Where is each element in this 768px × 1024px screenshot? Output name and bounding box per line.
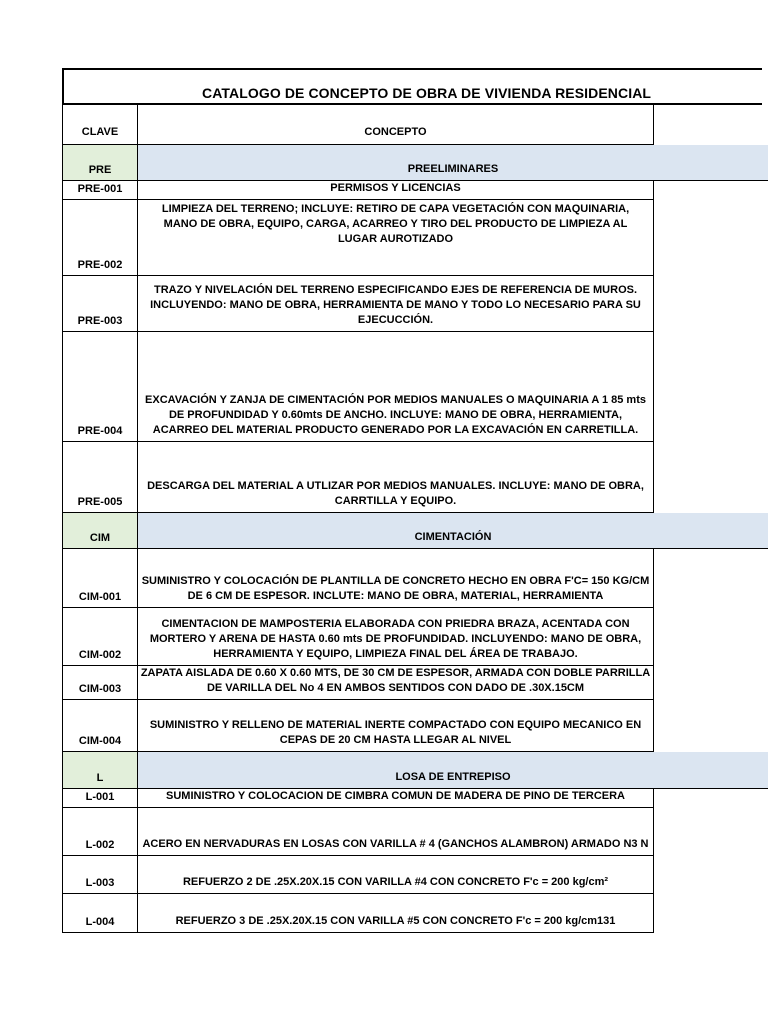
section-key: CIM xyxy=(62,513,138,549)
row-concept: CIMENTACION DE MAMPOSTERIA ELABORADA CON PRIEDRA BRAZA, ACENTADA CON MORTERO Y ARENA DE HASTA 0.60 mts DE PROFUNDIDAD. INCLUYENDO: MANO DE OBRA, HERRAMIENTA Y EQUIPO, LIMPIEZA FINAL DEL ÁREA DE TRABAJO. xyxy=(138,608,654,666)
row-concept: EXCAVACIÓN Y ZANJA DE CIMENTACIÓN POR MEDIOS MANUALES O MAQUINARIA A 1 85 mts DE PROFUNDIDAD Y 0.60mts DE ANCHO. INCLUYE: MANO DE OBRA, HERRAMIENTA, ACARREO DEL MATERIAL PRODUCTO GENERADO POR LA EXCAVACIÓN EN CARRETILLA. xyxy=(138,332,654,442)
row-key: L-004 xyxy=(62,894,138,933)
row-concept: REFUERZO 2 DE .25X.20X.15 CON VARILLA #4 CON CONCRETO F'c = 200 kg/cm² xyxy=(138,856,654,894)
table-row xyxy=(62,608,768,666)
row-key: PRE-003 xyxy=(62,276,138,332)
table-row xyxy=(62,181,768,200)
sheet-title: CATALOGO DE CONCEPTO DE OBRA DE VIVIENDA RESIDENCIAL xyxy=(62,68,762,105)
table-row xyxy=(62,276,768,332)
table-row xyxy=(62,332,768,442)
row-concept: LIMPIEZA DEL TERRENO; INCLUYE: RETIRO DE CAPA VEGETACIÓN CON MAQUINARIA, MANO DE OBRA, EQUIPO, CARGA, ACARREO Y TIRO DEL PRODUCTO DE LIMPIEZA AL LUGAR AUROTIZADO xyxy=(138,200,654,276)
spreadsheet xyxy=(62,68,768,934)
section-title: LOSA DE ENTREPISO xyxy=(138,752,768,789)
section-row-l xyxy=(62,752,768,789)
row-key: CIM-004 xyxy=(62,700,138,752)
row-concept: ZAPATA AISLADA DE 0.60 X 0.60 MTS, DE 30 CM DE ESPESOR, ARMADA CON DOBLE PARRILLA DE VARILLA DEL No 4 EN AMBOS SENTIDOS CON DADO DE .30X.15CM xyxy=(138,666,654,700)
concepto-header: CONCEPTO xyxy=(138,105,654,145)
section-title: PREELIMINARES xyxy=(138,145,768,181)
row-key: PRE-004 xyxy=(62,332,138,442)
table-row xyxy=(62,442,768,513)
row-concept: ACERO EN NERVADURAS EN LOSAS CON VARILLA # 4 (GANCHOS ALAMBRON) ARMADO N3 N xyxy=(138,808,654,856)
row-key: CIM-002 xyxy=(62,608,138,666)
table-row xyxy=(62,894,768,933)
row-concept: PERMISOS Y LICENCIAS xyxy=(138,181,654,200)
section-key: PRE xyxy=(62,145,138,181)
section-row-pre xyxy=(62,145,768,181)
row-key: PRE-005 xyxy=(62,442,138,513)
row-key: L-001 xyxy=(62,789,138,808)
row-key: PRE-001 xyxy=(62,181,138,200)
row-concept: SUMINISTRO Y COLOCACIÓN DE PLANTILLA DE CONCRETO HECHO EN OBRA F'C= 150 KG/CM DE 6 CM DE ESPESOR. INCLUTE: MANO DE OBRA, MATERIAL, HERRAMIENTA xyxy=(138,549,654,608)
row-concept: REFUERZO 3 DE .25X.20X.15 CON VARILLA #5 CON CONCRETO F'c = 200 kg/cm131 xyxy=(138,894,654,933)
section-row-cim xyxy=(62,513,768,549)
row-concept: SUMINISTRO Y COLOCACION DE CIMBRA COMUN DE MADERA DE PINO DE TERCERA xyxy=(138,789,654,808)
row-key: PRE-002 xyxy=(62,200,138,276)
table-row xyxy=(62,666,768,700)
table-row xyxy=(62,200,768,276)
table-row xyxy=(62,808,768,856)
table-row xyxy=(62,789,768,808)
row-key: CIM-001 xyxy=(62,549,138,608)
table-row xyxy=(62,700,768,752)
row-key: L-002 xyxy=(62,808,138,856)
row-key: L-003 xyxy=(62,856,138,894)
row-concept: SUMINISTRO Y RELLENO DE MATERIAL INERTE COMPACTADO CON EQUIPO MECANICO EN CEPAS DE 20 CM HASTA LLEGAR AL NIVEL xyxy=(138,700,654,752)
row-concept: TRAZO Y NIVELACIÓN DEL TERRENO ESPECIFICANDO EJES DE REFERENCIA DE MUROS. INCLUYENDO: MANO DE OBRA, HERRAMIENTA DE MANO Y TODO LO NECESARIO PARA SU EJECUCCIÓN. xyxy=(138,276,654,332)
section-title: CIMENTACIÓN xyxy=(138,513,768,549)
table-row xyxy=(62,549,768,608)
row-key: CIM-003 xyxy=(62,666,138,700)
row-concept: DESCARGA DEL MATERIAL A UTLIZAR POR MEDIOS MANUALES. INCLUYE: MANO DE OBRA, CARRTILLA Y EQUIPO. xyxy=(138,442,654,513)
clave-header: CLAVE xyxy=(62,105,138,145)
table-row xyxy=(62,856,768,894)
section-key: L xyxy=(62,752,138,789)
table-header-row xyxy=(62,105,768,145)
